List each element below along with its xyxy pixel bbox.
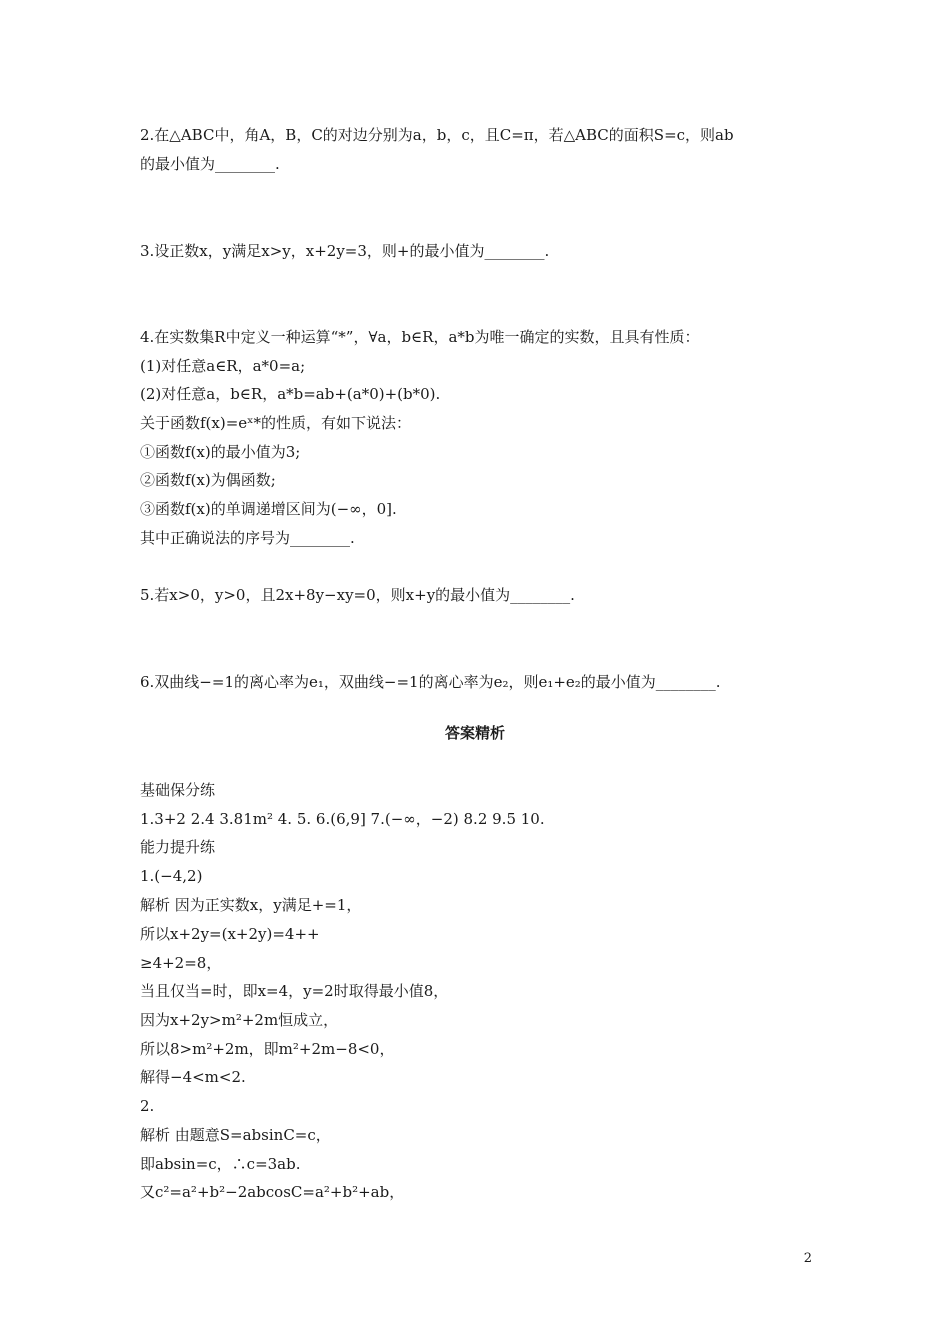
answer-1-line-3: ≥4+2=8， [140,954,222,972]
question-4-line-8: 其中正确说法的序号为________. [140,529,355,547]
answer-1-line-6: 所以8>m²+2m，即m²+2m−8<0， [140,1040,395,1058]
answer-1-head: 1.(−4,2) [140,867,203,885]
answer-2-line-1: 解析 由题意S=absinC=c， [140,1126,331,1144]
answer-1-line-2: 所以x+2y=(x+2y)=4++ [140,925,320,943]
question-4-line-3: (2)对任意a，b∈R，a*b=ab+(a*0)+(b*0). [140,385,441,403]
answer-2-line-3: 又c²=a²+b²−2abcosC=a²+b²+ab， [140,1183,405,1201]
question-4-line-6: ②函数f(x)为偶函数; [140,471,276,489]
answers-heading: 答案精析 [444,724,505,742]
answer-1-line-1: 解析 因为正实数x，y满足+=1， [140,896,362,914]
answer-1-line-7: 解得−4<m<2. [140,1068,246,1086]
question-4-line-1: 4.在实数集R中定义一种运算“*”，∀a，b∈R，a*b为唯一确定的实数，且具有性质： [140,328,700,346]
page-number: 2 [803,1251,812,1266]
advanced-section-title: 能力提升练 [140,838,216,856]
question-4-line-7: ③函数f(x)的单调递增区间为(−∞，0]. [140,500,397,518]
question-5: 5.若x>0，y>0，且2x+8y−xy=0，则x+y的最小值为________. [140,586,575,604]
question-6: 6.双曲线−=1的离心率为e₁，双曲线−=1的离心率为e₂，则e₁+e₂的最小值为________. [140,673,721,691]
answer-2-line-2: 即absin=c，∴c=3ab. [140,1155,301,1173]
basic-answers: 1.3+2 2.4 3.81m² 4. 5. 6.(6,9] 7.(−∞，−2) 8.2 9.5 10. [140,810,545,828]
question-4-line-2: (1)对任意a∈R，a*0=a; [140,357,306,375]
question-2-line-2: 的最小值为________. [140,155,280,173]
answer-1-line-5: 因为x+2y>m²+2m恒成立， [140,1011,339,1029]
answer-1-line-4: 当且仅当=时，即x=4，y=2时取得最小值8， [140,982,449,1000]
question-4-line-5: ①函数f(x)的最小值为3; [140,443,301,461]
answer-2-head: 2. [140,1097,155,1115]
basic-section-title: 基础保分练 [140,781,216,799]
question-2-line-1: 2.在△ABC中，角A，B，C的对边分别为a，b，c，且C=π，若△ABC的面积S=c，则ab [140,126,734,144]
question-4-line-4: 关于函数f(x)=eˣ*的性质，有如下说法： [140,414,412,432]
question-3: 3.设正数x，y满足x>y，x+2y=3，则+的最小值为________. [140,242,550,260]
